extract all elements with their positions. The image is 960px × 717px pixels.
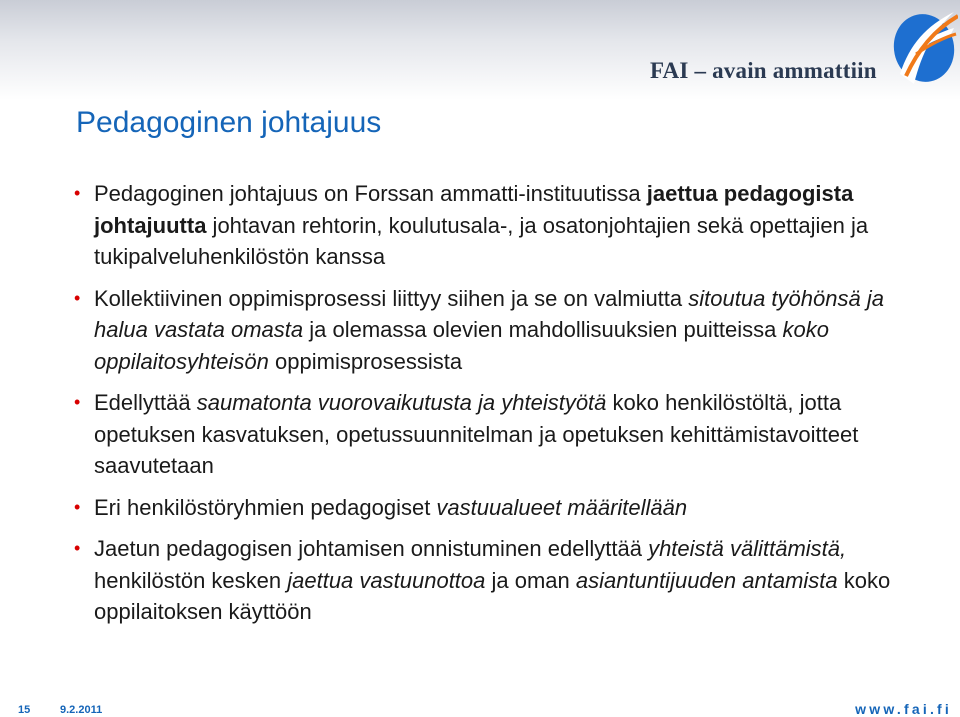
- bullet-dot-icon: •: [74, 392, 81, 412]
- bullet-item: • Edellyttää saumatonta vuorovaikutusta ja yhteistyötä koko henkilöstöltä, jotta opetuksen kasvatuksen, opetussuunnitelman ja opetuksen kehittämistavoitteet saavutetaan: [72, 387, 902, 482]
- bullet-list: [72, 178, 902, 638]
- bullet-dot-icon: •: [74, 287, 81, 308]
- website-url: www.fai.fi: [855, 701, 952, 717]
- bullet-dot-icon: •: [74, 183, 81, 203]
- page-number: 15: [18, 704, 31, 716]
- bullet-item: • Kollektiivinen oppimisprosessi liittyy siihen ja se on valmiutta sitoutua työhönsä ja halua vastata omasta ja olemassa olevien mahdollisuuksien puitteissa koko oppilaitosyhteisön oppimisprosessista: [72, 283, 902, 378]
- bullet-item: • Jaetun pedagogisen johtamisen onnistuminen edellyttää yhteistä välittämistä, henkilöstön kesken jaettua vastuunottoa ja oman asiantuntijuuden antamista koko oppilaitoksen käyttöön: [72, 533, 902, 628]
- footer: [0, 682, 960, 716]
- bullet-dot-icon: •: [74, 496, 81, 517]
- slide-title: Pedagoginen johtajuus: [76, 106, 382, 139]
- bullet-item: • Eri henkilöstöryhmien pedagogiset vastuualueet määritellään: [72, 492, 902, 524]
- slide-date: 9.2.2011: [60, 704, 103, 716]
- bullet-dot-icon: •: [74, 538, 81, 558]
- logo-text: FAI – avain ammattiin: [650, 58, 877, 83]
- header-background: [0, 0, 960, 110]
- fai-logo-icon: [888, 4, 958, 88]
- bullet-item: • Pedagoginen johtajuus on Forssan ammatti-instituutissa jaettua pedagogista johtajuutta johtavan rehtorin, koulutusala-, ja osatonjohtajien sekä opettajien ja tukipalveluhenkilöstön kanssa: [72, 178, 902, 273]
